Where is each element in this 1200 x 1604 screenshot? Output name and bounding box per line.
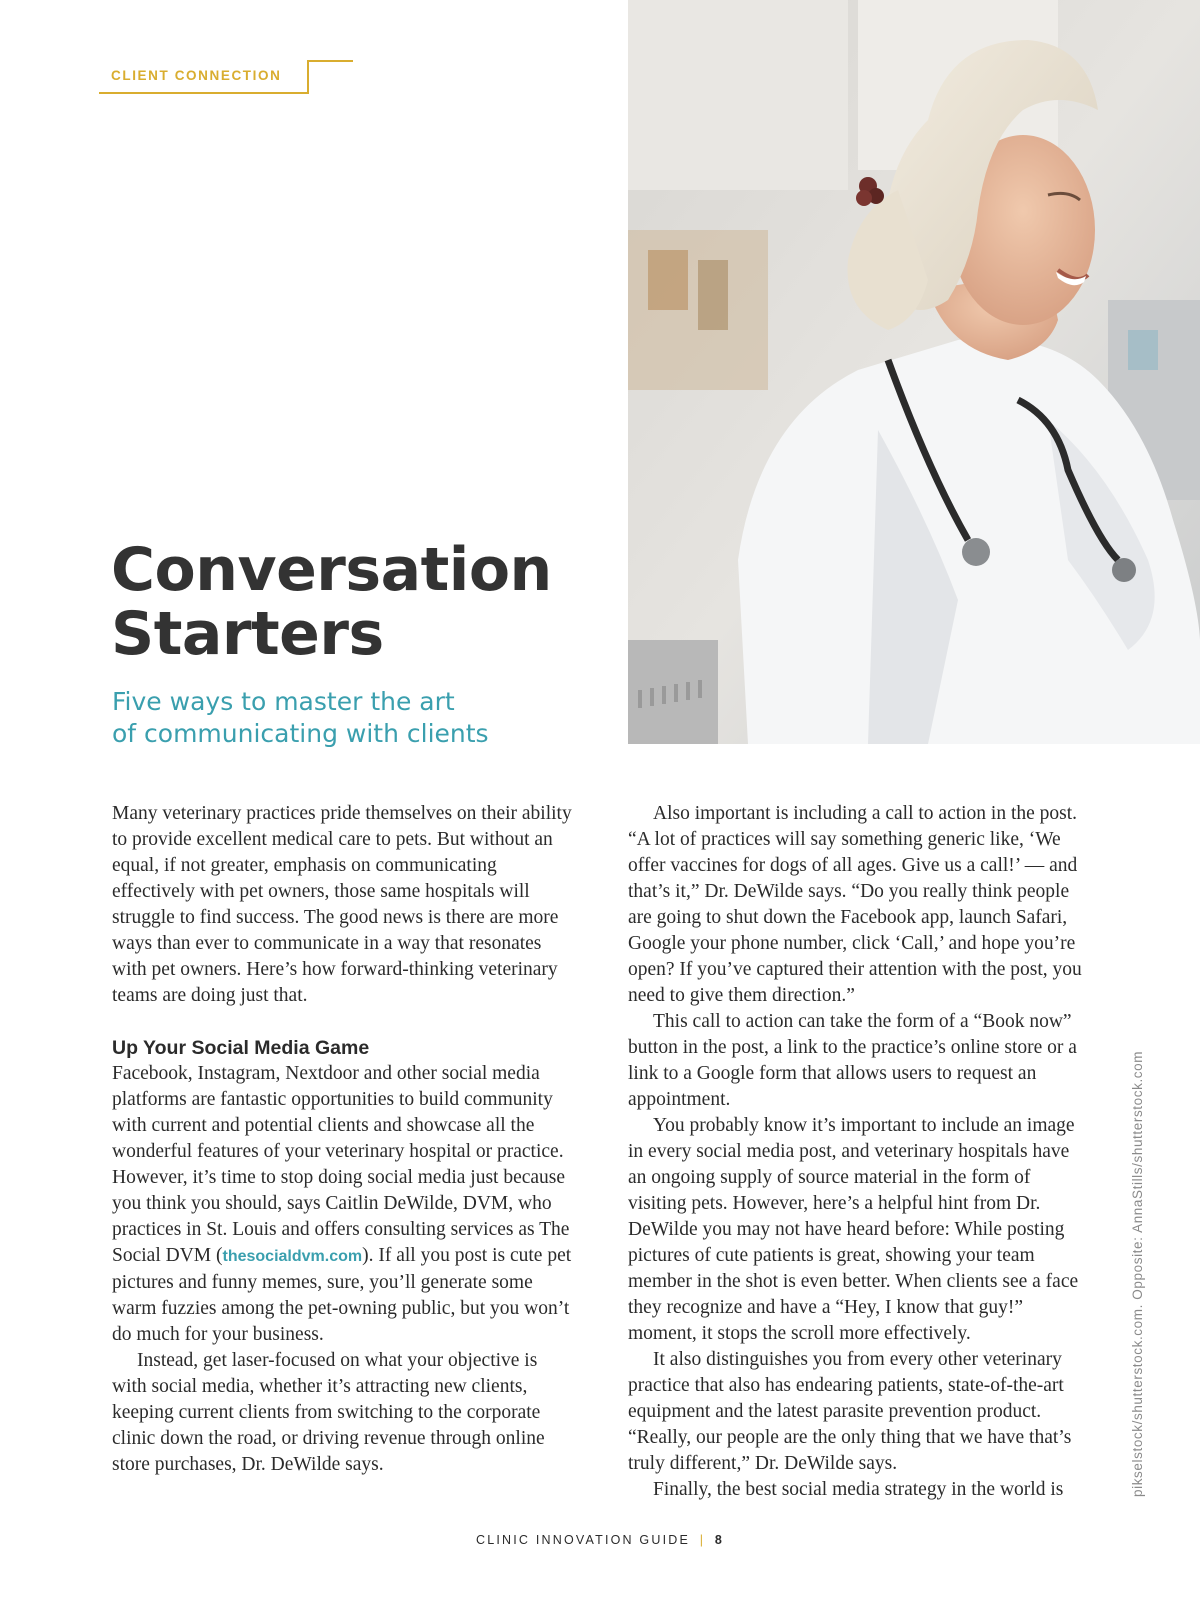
body-column-right (628, 801, 1092, 1503)
footer-separator: | (699, 1533, 706, 1547)
paragraph-2: Instead, get laser-focused on what your objective is with social media, whether it’s attracting new clients, keeping current clients from switching to the corporate clinic down the road, or driving revenue through online store purchases, Dr. DeWilde says. (112, 1350, 545, 1475)
paragraph-1 (112, 1061, 576, 1348)
deck-line-1: Five ways to master the art (112, 687, 455, 716)
paragraph-5: You probably know it’s important to include an image in every social media post, and veterinary hospitals have an ongoing supply of source material in the form of visiting pets. However, here’s a helpful hint from Dr. DeWilde you may not have heard before: While posting pictures of cute patients is great, showing your team member in the shot is even better. When clients see a face they recognize and have a “Hey, I know that guy!” moment, it stops the scroll more effectively. (628, 1115, 1079, 1344)
page-footer (0, 1533, 1200, 1547)
title-line-2: Starters (111, 599, 384, 669)
hero-photo (628, 0, 1200, 744)
title-line-1: Conversation (111, 535, 552, 605)
page-number: 8 (714, 1533, 725, 1547)
section-tag-rule (307, 60, 353, 62)
paragraph-1-text-b: ). If all you post is cute pet pictures and funny memes, sure, you’ll generate some warm fuzzies among the pet-owning public, but you won’t do much for your business. (112, 1245, 572, 1345)
section-label: CLIENT CONNECTION (111, 68, 282, 83)
intro-paragraph: Many veterinary practices pride themselves on their ability to provide excellent medical care to pets. But without an equal, if not greater, emphasis on communicating effectively with pet owners, those same hospitals will struggle to find success. The good news is there are more ways than ever to communicate in a way that resonates with pet owners. Here’s how forward-thinking veterinary teams are doing just that. (112, 803, 572, 1006)
paragraph-3: Also important is including a call to action in the post. “A lot of practices will say something generic like, ‘We offer vaccines for dogs of all ages. Give us a call!’ — and that’s it,” Dr. DeWilde says. “Do you really think people are going to shut down the Facebook app, launch Safari, Google your phone number, click ‘Call,’ and hope you’re open? If you’ve captured their attention with the post, you need to give them direction.” (628, 803, 1082, 1006)
article-deck (112, 686, 489, 750)
body-column-left (112, 801, 576, 1478)
social-dvm-link[interactable]: thesocialdvm.com (222, 1248, 363, 1265)
paragraph-6: It also distinguishes you from every other veterinary practice that also has endearing patients, state-of-the-art equipment and the latest parasite prevention product. “Really, our people are the only thing that we have that’s truly different,” Dr. DeWilde says. (628, 1349, 1072, 1474)
subhead-social-media: Up Your Social Media Game (112, 1037, 370, 1059)
deck-line-2: of communicating with clients (112, 719, 489, 748)
section-tag (99, 60, 309, 94)
paragraph-7: Finally, the best social media strategy in the world is (653, 1479, 1064, 1500)
publication-name: CLINIC INNOVATION GUIDE (475, 1533, 691, 1547)
photo-credit: pikselstock/shutterstock.com. Opposite: AnnaStills/shutterstock.com (1130, 1050, 1145, 1497)
paragraph-1-text-a: Facebook, Instagram, Nextdoor and other social media platforms are fantastic opportunities to build community with current and potential clients and showcase all the wonderful features of your veterinary hospital or practice. However, it’s time to stop doing social media just because you think you should, says Caitlin DeWilde, DVM, who practices in St. Louis and offers consulting services as The Social DVM ( (112, 1063, 570, 1266)
article-title (111, 535, 552, 669)
veterinarian-photo-illustration (628, 0, 1200, 744)
paragraph-4: This call to action can take the form of a “Book now” button in the post, a link to the practice’s online store or a link to a Google form that allows users to request an appointment. (628, 1011, 1077, 1110)
